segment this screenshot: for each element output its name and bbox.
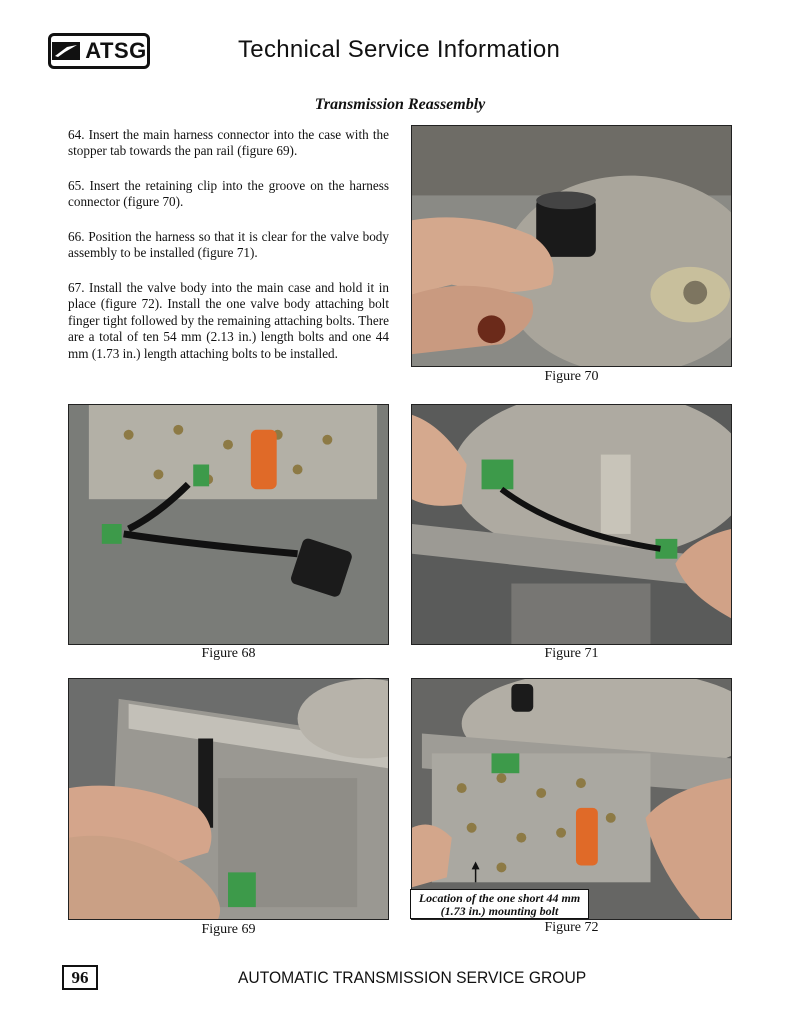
figure-69-photo <box>68 678 389 920</box>
logo-emblem-icon <box>51 40 81 62</box>
figure-72-caption: Figure 72 <box>544 920 599 935</box>
callout-line-1: Location of the one short 44 mm <box>418 891 581 905</box>
figure-68-photo <box>68 404 389 645</box>
callout-line-2: (1.73 in.) mounting bolt <box>440 904 559 918</box>
atsg-logo <box>48 33 150 69</box>
logo-text: ATSG <box>85 38 147 63</box>
figure-70-photo <box>411 125 732 367</box>
figure-71-photo <box>411 404 732 645</box>
section-title: Transmission Reassembly <box>314 96 486 113</box>
figure-72-photo <box>411 678 732 920</box>
step-66-text: 66. Position the harness so that it is clear for the valve body assembly to be installed (figure 71). <box>68 229 389 261</box>
figure-69-caption: Figure 69 <box>201 922 256 937</box>
figure-71-caption: Figure 71 <box>544 646 599 661</box>
figure-70-caption: Figure 70 <box>544 369 599 384</box>
bolt-location-callout <box>410 889 589 919</box>
step-67-text: 67. Install the valve body into the main case and hold it in place (figure 72). Install the one valve body attaching bolt finger tight followed by the remaining attaching bolts. There are a total of ten 54 mm (2.13 in.) length bolts and one 44 mm (1.73 in.) length attaching bolts to be installed. <box>68 280 389 361</box>
figure-68-caption: Figure 68 <box>201 646 256 661</box>
step-65-text: 65. Insert the retaining clip into the groove on the harness connector (figure 70). <box>68 178 389 210</box>
page-number: 96 <box>62 965 98 990</box>
header-title: Technical Service Information <box>238 36 561 63</box>
step-64-text: 64. Insert the main harness connector into the case with the stopper tab towards the pan rail (figure 69). <box>68 127 389 159</box>
footer-text: AUTOMATIC TRANSMISSION SERVICE GROUP <box>238 968 587 987</box>
